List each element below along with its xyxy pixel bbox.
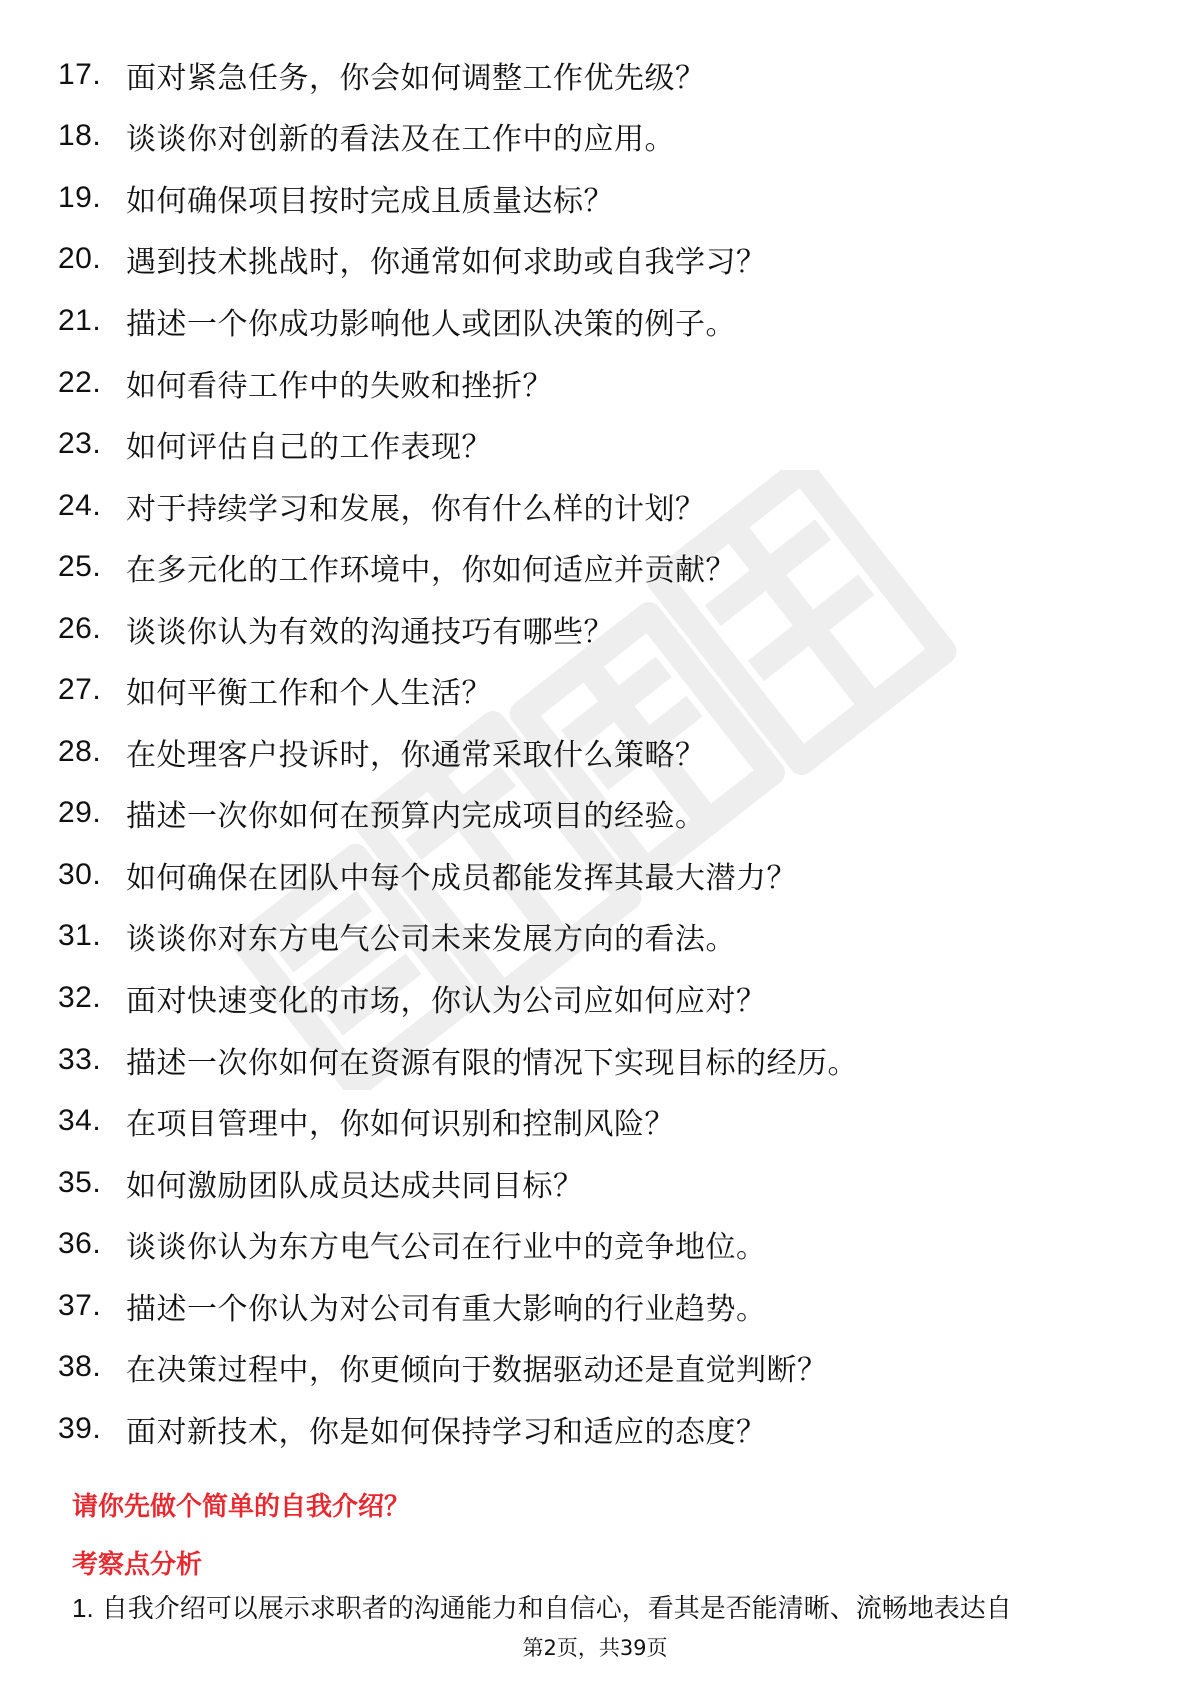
- list-item: [58, 1213, 858, 1275]
- list-item: [58, 598, 858, 660]
- question-text: 遇到技术挑战时，你通常如何求助或自我学习？: [126, 245, 767, 281]
- question-number: 35.: [58, 1165, 102, 1199]
- list-item: [58, 229, 858, 291]
- list-item: [58, 1336, 858, 1398]
- question-number: 21.: [58, 303, 102, 337]
- list-item: [58, 290, 858, 352]
- list-item: [58, 967, 858, 1029]
- question-text: 如何确保项目按时完成且质量达标？: [126, 183, 614, 219]
- question-text: 对于持续学习和发展，你有什么样的计划？: [126, 491, 706, 527]
- list-item: [58, 906, 858, 968]
- question-text: 如何确保在团队中每个成员都能发挥其最大潜力？: [126, 860, 797, 896]
- question-number: 17.: [58, 57, 102, 91]
- question-number: 39.: [58, 1411, 102, 1445]
- question-number: 23.: [58, 427, 102, 461]
- question-text: 如何看待工作中的失败和挫折？: [126, 368, 553, 404]
- question-text: 如何激励团队成员达成共同目标？: [126, 1168, 584, 1204]
- list-item: [58, 106, 858, 168]
- question-number: 27.: [58, 673, 102, 707]
- question-number: 33.: [58, 1042, 102, 1076]
- list-item: [58, 1029, 858, 1091]
- analysis-paragraph: [72, 1588, 1012, 1625]
- question-text: 描述一个你认为对公司有重大影响的行业趋势。: [126, 1291, 767, 1327]
- page-footer: 第2页，共39页: [522, 1636, 668, 1660]
- question-text: 谈谈你对创新的看法及在工作中的应用。: [126, 122, 675, 158]
- question-text: 描述一次你如何在资源有限的情况下实现目标的经历。: [126, 1045, 858, 1081]
- question-number: 24.: [58, 488, 102, 522]
- question-text: 谈谈你认为东方电气公司在行业中的竞争地位。: [126, 1230, 767, 1266]
- question-number: 34.: [58, 1104, 102, 1138]
- question-list: [58, 44, 858, 1460]
- list-item: [58, 44, 858, 106]
- question-text: 在多元化的工作环境中，你如何适应并贡献？: [126, 553, 736, 589]
- question-text: 在处理客户投诉时，你通常采取什么策略？: [126, 737, 706, 773]
- list-item: [58, 475, 858, 537]
- analysis-text: 自我介绍可以展示求职者的沟通能力和自信心，看其是否能清晰、流畅地表达自: [101, 1594, 1012, 1624]
- question-text: 面对快速变化的市场，你认为公司应如何应对？: [126, 983, 767, 1019]
- list-item: [58, 167, 858, 229]
- question-number: 19.: [58, 180, 102, 214]
- question-text: 描述一个你成功影响他人或团队决策的例子。: [126, 306, 736, 342]
- list-item: [58, 844, 858, 906]
- question-number: 26.: [58, 611, 102, 645]
- section-heading-analysis: 考察点分析: [72, 1550, 203, 1580]
- question-number: 22.: [58, 365, 102, 399]
- question-text: 面对新技术，你是如何保持学习和适应的态度？: [126, 1414, 767, 1450]
- question-number: 30.: [58, 857, 102, 891]
- question-number: 31.: [58, 919, 102, 953]
- question-text: 描述一次你如何在预算内完成项目的经验。: [126, 799, 706, 835]
- question-text: 面对紧急任务，你会如何调整工作优先级？: [126, 60, 706, 96]
- section-heading-question: 请你先做个简单的自我介绍？: [72, 1492, 411, 1522]
- list-item: [58, 352, 858, 414]
- question-number: 20.: [58, 242, 102, 276]
- question-number: 37.: [58, 1288, 102, 1322]
- question-text: 如何评估自己的工作表现？: [126, 430, 492, 466]
- list-item: [58, 721, 858, 783]
- list-item: [58, 413, 858, 475]
- list-item: [58, 1398, 858, 1460]
- question-number: 38.: [58, 1350, 102, 1384]
- question-number: 32.: [58, 980, 102, 1014]
- question-text: 在决策过程中，你更倾向于数据驱动还是直觉判断？: [126, 1353, 828, 1389]
- list-item: [58, 1152, 858, 1214]
- question-number: 36.: [58, 1227, 102, 1261]
- question-number: 28.: [58, 734, 102, 768]
- list-item: [58, 659, 858, 721]
- list-item: [58, 536, 858, 598]
- question-text: 谈谈你对东方电气公司未来发展方向的看法。: [126, 922, 736, 958]
- question-number: 29.: [58, 796, 102, 830]
- list-item: [58, 783, 858, 845]
- list-item: [58, 1090, 858, 1152]
- question-text: 如何平衡工作和个人生活？: [126, 676, 492, 712]
- question-number: 18.: [58, 119, 102, 153]
- list-item: [58, 1275, 858, 1337]
- question-number: 25.: [58, 550, 102, 584]
- question-text: 谈谈你认为有效的沟通技巧有哪些？: [126, 614, 614, 650]
- analysis-number: 1.: [72, 1593, 94, 1623]
- question-text: 在项目管理中，你如何识别和控制风险？: [126, 1107, 675, 1143]
